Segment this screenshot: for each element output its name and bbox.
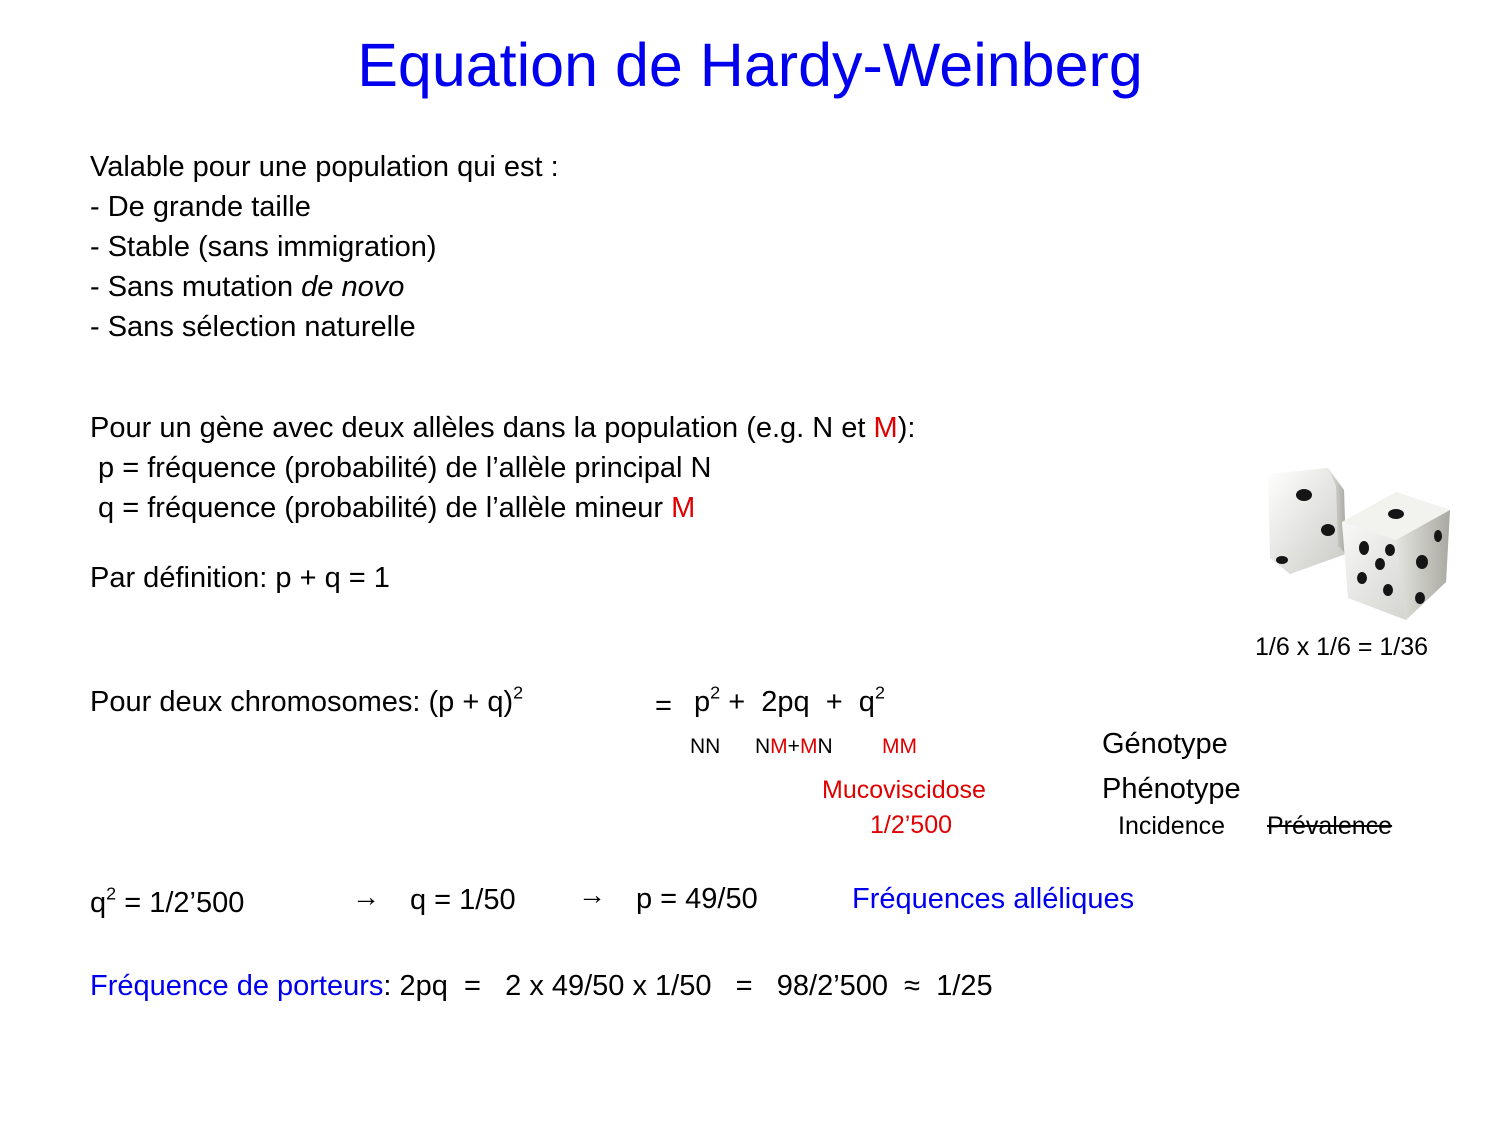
conditions-block bbox=[90, 147, 559, 347]
expansion-rest: + 2pq + q bbox=[720, 686, 875, 718]
allele-m: M bbox=[799, 735, 818, 758]
exponent: 2 bbox=[513, 682, 524, 703]
carriers-label: Fréquence de porteurs bbox=[90, 970, 384, 1002]
chromosomes-label bbox=[90, 682, 523, 722]
definition: Par définition: p + q = 1 bbox=[90, 562, 390, 594]
condition-text: - Sans mutation bbox=[90, 271, 302, 303]
carriers-line bbox=[90, 966, 993, 1006]
gene-intro bbox=[90, 408, 915, 448]
allele-m: M bbox=[770, 735, 788, 758]
q2-value bbox=[90, 883, 244, 923]
expansion bbox=[694, 682, 885, 722]
chromosomes-label-text: Pour deux chromosomes: (p + q) bbox=[90, 686, 514, 718]
q-definition-text: q = fréquence (probabilité) de l’allèle mineur bbox=[90, 492, 672, 524]
incidence-label: Incidence bbox=[1118, 812, 1226, 840]
q-value: q = 1/50 bbox=[410, 884, 516, 916]
page-title: Equation de Hardy-Weinberg bbox=[357, 31, 1143, 99]
q-term: q bbox=[90, 887, 107, 919]
dice-caption: 1/6 x 1/6 = 1/36 bbox=[1255, 633, 1429, 661]
carriers-formula: : 2pq = 2 x 49/50 x 1/50 = 98/2’500 ≈ 1/25 bbox=[383, 970, 993, 1002]
condition-italic: de novo bbox=[301, 271, 405, 303]
p-value: p = 49/50 bbox=[636, 883, 758, 915]
gene-intro-text: Pour un gène avec deux allèles dans la population (e.g. N et bbox=[90, 412, 874, 444]
condition-item: - Stable (sans immigration) bbox=[90, 231, 437, 263]
allelic-frequencies: Fréquences alléliques bbox=[852, 883, 1135, 915]
arrow-right-icon: → bbox=[578, 879, 606, 910]
q-definition bbox=[90, 488, 915, 528]
genotype-nm-mn bbox=[755, 735, 833, 759]
equals-sign: = bbox=[655, 690, 672, 722]
phenotype-label: Phénotype bbox=[1102, 773, 1241, 805]
genotype-nn: NN bbox=[690, 735, 721, 758]
exponent: 2 bbox=[106, 883, 117, 904]
dice-icon bbox=[1250, 462, 1460, 627]
p-definition: p = fréquence (probabilité) de l’allèle principal N bbox=[90, 452, 712, 484]
allele-m: M bbox=[671, 492, 696, 524]
genotype-mm: MM bbox=[882, 735, 917, 758]
exponent: 2 bbox=[710, 682, 721, 703]
exponent: 2 bbox=[874, 682, 885, 703]
gene-block bbox=[90, 408, 915, 528]
condition-item: - De grande taille bbox=[90, 191, 311, 223]
arrow-right-icon: → bbox=[352, 881, 380, 912]
condition-item bbox=[90, 267, 559, 307]
q2-value-text: = 1/2’500 bbox=[116, 887, 245, 919]
conditions-intro: Valable pour une population qui est : bbox=[90, 151, 559, 183]
p-term: p bbox=[694, 686, 711, 718]
genotype-label: Génotype bbox=[1102, 728, 1228, 760]
plus-sign: + bbox=[787, 735, 800, 758]
allele-n: N bbox=[817, 735, 833, 758]
allele-m: M bbox=[873, 412, 898, 444]
disease-frequency: 1/2’500 bbox=[870, 811, 953, 839]
prevalence-label: Prévalence bbox=[1267, 812, 1393, 840]
disease-name: Mucoviscidose bbox=[822, 776, 986, 804]
gene-intro-end: ): bbox=[897, 412, 916, 444]
condition-item: - Sans sélection naturelle bbox=[90, 311, 416, 343]
allele-n: N bbox=[755, 735, 771, 758]
